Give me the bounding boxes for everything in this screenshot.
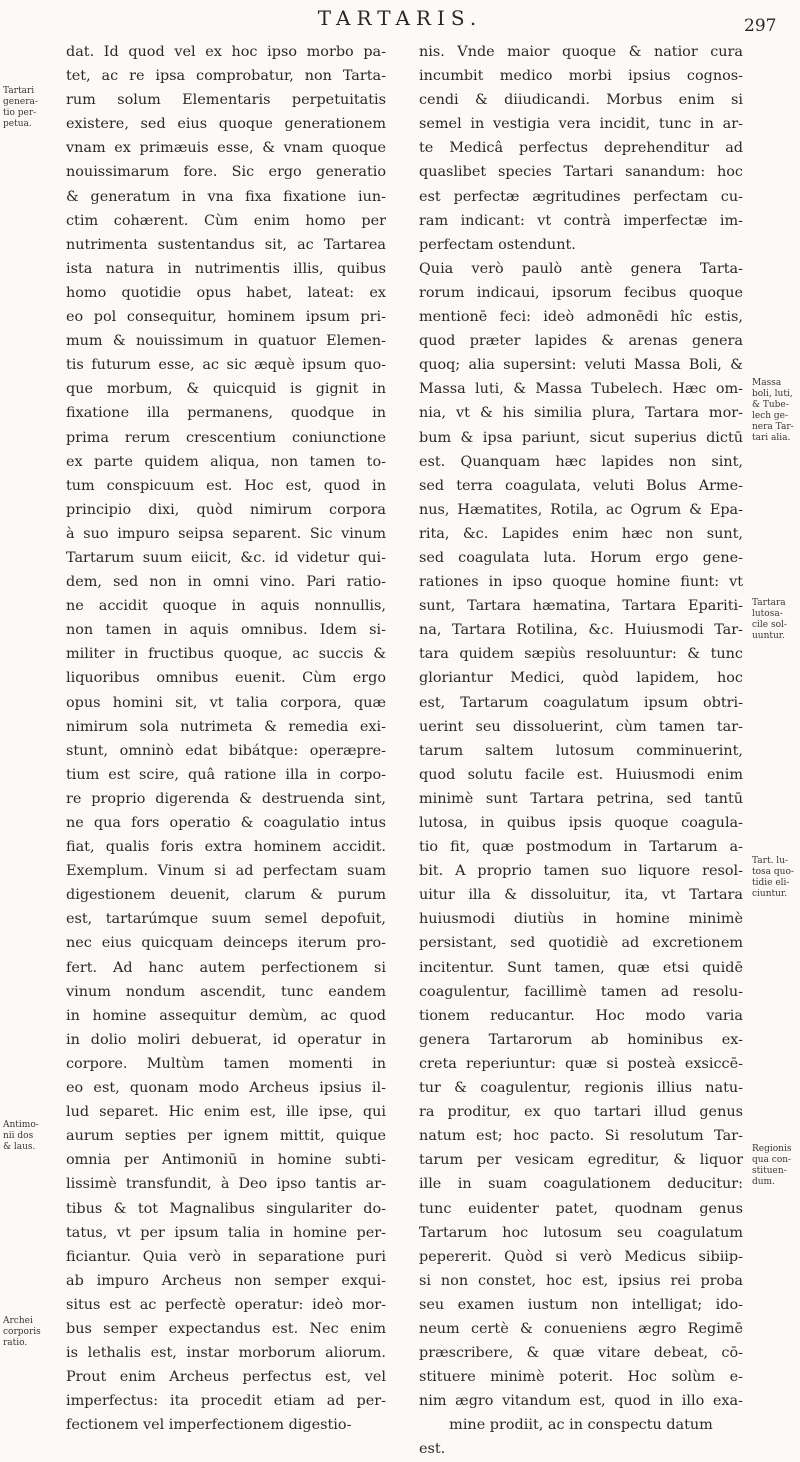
text-line: tunc euidenter patet, quodnam genus [419,1200,743,1217]
text-line: quoq; alia supersint: veluti Massa Boli, & [419,357,743,374]
text-line: stituere minimè poterit. Hoc solùm e- [419,1369,743,1386]
text-line: mum & nouissimum in quatuor Elemen- [66,333,386,350]
text-line: ista natura in nutrimentis illis, quibus [66,260,386,277]
text-line: seu examen iustum non intelligat; ido- [419,1296,743,1313]
margin-note-left-3: Archei corporis ratio. [3,1316,41,1348]
text-line: est. [419,1441,446,1458]
text-line: dem, sed non in omni vino. Pari ratio- [66,574,386,591]
text-line: ab impuro Archeus non semper exqui- [66,1272,386,1289]
text-line: que morbum, & quicquid is gignit in [66,381,386,398]
text-line: digestionem deuenit, clarum & purum [66,887,386,904]
text-line: dat. Id quod vel ex hoc ipso morbo pa- [66,44,386,60]
text-line: quaslibet species Tartari sanandum: hoc [419,164,743,181]
text-line: eo pol consequitur, hominem ipsum pri- [66,309,386,326]
text-line: quod solutu facile est. Huiusmodi enim [419,766,743,783]
text-line: aurum septies per ignem mittit, quique [66,1128,386,1145]
text-line: huiusmodi diutiùs in homine minimè [419,911,743,928]
text-line: minimè sunt Tartara petrina, sed tantū [419,790,743,807]
text-line: uerint seu dissoluerint, cùm tamen tar- [419,718,743,735]
text-line: tionem reducantur. Hoc modo varia [419,1007,743,1024]
text-line: nouissimarum fore. Sic ergo generatio [66,164,386,181]
text-line: sed terra coagulata, veluti Bolus Arme- [419,477,743,494]
text-line: imperfectus: ita procedit etiam ad per- [66,1393,386,1410]
text-line: perfectam ostendunt. [419,236,576,253]
text-line: in homine assequitur demùm, ac quod [66,1007,386,1024]
left-text-column [66,40,386,1437]
text-line: ficiantur. Quia verò in separatione puri [66,1248,386,1265]
text-line: Quia verò paulò antè genera Tarta- [419,260,743,277]
text-line: rum solum Elementaris perpetuitatis [66,92,386,109]
text-line: ex parte quidem aliqua, non tamen to- [66,453,386,470]
text-line: quod præter lapides & arenas genera [419,333,743,350]
text-line: præscribere, & quæ vitare debeat, cō- [419,1345,743,1362]
margin-note-right-4: Regionis qua con- stituen- dum. [752,1144,792,1187]
text-line: bus semper expectandus est. Nec enim [66,1320,386,1337]
text-line: non tamen in aquis omnibus. Idem si- [66,622,386,639]
text-line: na, Tartara Rotilina, &c. Huiusmodi Tar- [419,622,743,639]
text-line: in dolio moliri debuerat, id operatur in [66,1031,386,1048]
text-line: tium est scire, quâ ratione illa in corpo- [66,766,386,783]
text-line: est perfectæ ægritudines perfectam cu- [419,188,743,205]
text-line: genera Tartarorum ab hominibus ex- [419,1031,743,1048]
page-number: 297 [744,16,777,36]
text-line: mine prodiit, ac in conspectu datum [449,1417,713,1434]
text-line: fert. Ad hanc autem perfectionem si [66,959,386,976]
text-line: uitur illa & dissoluitur, ita, vt Tartara [419,887,743,904]
text-line: eo est, quonam modo Archeus ipsius il- [66,1080,386,1097]
text-line: opus homini sit, vt talia corpora, quæ [66,694,386,711]
text-line: est. Quanquam hæc lapides non sint, [419,453,743,470]
text-line: stunt, omninò edat bibátque: operæpre- [66,742,386,759]
margin-note-left-1: Tartari genera- tio per- petua. [3,86,38,129]
text-line: ram indicant: vt contrà imperfectæ im- [419,212,743,229]
text-line: situs est ac perfectè operatur: ideò mor- [66,1296,386,1313]
text-line: fectionem vel imperfectionem digestio- [66,1417,352,1434]
text-line: tara quidem sæpiùs resoluuntur: & tunc [419,646,743,663]
text-line: bit. A proprio tamen suo liquore resol- [419,863,743,880]
text-line: tarum per vesicam egreditur, & liquor [419,1152,743,1169]
text-line: tis futurum esse, ac sic æquè ipsum quo- [66,357,386,374]
text-line: prima rerum crescentium coniunctione [66,429,386,446]
text-line: cendi & diiudicandi. Morbus enim si [419,92,743,109]
text-line: homo quotidie opus habet, lateat: ex [66,284,386,301]
text-line: vinum nondum ascendit, tunc eandem [66,983,386,1000]
text-line: creta reperiuntur: quæ si posteà exsiccē- [419,1055,743,1072]
text-line: incitentur. Sunt tamen, quæ etsi quidē [419,959,743,976]
text-line: nus, Hæmatites, Rotila, ac Ogrum & Epa- [419,501,743,518]
text-line: corpore. Multùm tamen momenti in [66,1055,386,1072]
text-line: nim ægro vitandum est, quod in illo exa- [419,1393,743,1410]
text-line: lud separet. Hic enim est, ille ipse, qui [66,1104,386,1121]
text-line: ctim cohærent. Cùm enim homo per [66,212,386,229]
text-line: Tartarum suum eiicit, &c. id videtur qui- [66,549,386,566]
text-line: liquoribus omnibus euenit. Cùm ergo [66,670,386,687]
margin-note-right-2: Tartara lutosa- cile sol- uuntur. [752,598,787,641]
text-line: est, Tartarum coagulatum ipsum obtri- [419,694,743,711]
text-line: ne qua fors operatio & coagulatio intus [66,815,386,831]
text-line: neum certè & conueniens ægro Regimē [419,1320,743,1337]
text-line: rorum indicaui, ipsorum fecibus quoque [419,284,743,301]
text-line: vnam ex primæuis esse, & vnam quoque [66,140,386,157]
text-line: persistant, sed quotidiè ad excretionem [419,935,743,952]
text-line: tur & coagulentur, regionis illius natu- [419,1080,743,1097]
margin-note-left-2: Antimo- nii dos & laus. [3,1120,39,1152]
text-line: Massa luti, & Massa Tubelech. Hæc om- [419,381,743,398]
text-line: à suo impuro seipsa separent. Sic vinum [66,525,386,542]
margin-note-right-3: Tart. lu- tosa quo- tidie eli- ciuntur. [752,856,794,899]
text-line: mentionē feci: ideò admonēdi hîc estis, [419,309,743,326]
text-line: tarum saltem lutosum comminuerint, [419,742,743,759]
text-line: ille in suam coagulationem deducitur: [419,1176,743,1193]
text-line: omnia per Antimoniū in homine subti- [66,1152,386,1169]
text-line: militer in fructibus quoque, ac succis & [66,646,386,663]
text-line: existere, sed eius quoque generationem [66,116,386,133]
text-line: tet, ac re ipsa comprobatur, non Tarta- [66,68,386,85]
text-line: si non constet, hoc est, ipsius rei proba [419,1272,743,1289]
running-head: TARTARIS. [317,6,483,30]
text-line: rationes in ipso quoque homine fiunt: vt [419,574,743,591]
text-line: gloriantur Medici, quòd lapidem, hoc [419,670,743,687]
text-line: principio dixi, quòd nimirum corpora [66,501,386,518]
text-line: incumbit medico morbi ipsius cognos- [419,68,743,85]
text-line: ra proditur, ex quo tartari illud genus [419,1104,743,1121]
text-line: & generatum in vna fixa fixatione iun- [66,188,386,205]
text-line: tibus & tot Magnalibus singulariter do- [66,1200,386,1217]
text-line: semel in vestigia vera incidit, tunc in ar- [419,116,743,133]
text-line: fiat, qualis foris extra hominem accidit. [66,839,386,856]
text-line: nec eius quicquam deinceps iterum pro- [66,935,386,952]
text-line: tio fit, quæ postmodum in Tartarum a- [419,839,743,856]
text-line: ne accidit quoque in aquis nonnullis, [66,598,386,615]
text-line: nis. Vnde maior quoque & natior cura [419,44,743,60]
text-line: nimirum sola nutrimeta & remedia exi- [66,718,386,735]
text-line: rita, &c. Lapides enim hæc non sunt, [419,525,743,542]
text-line: Tartarum hoc lutosum seu coagulatum [419,1224,743,1241]
text-line: te Medicâ perfectus deprehenditur ad [419,140,743,157]
text-line: sunt, Tartara hæmatina, Tartara Epariti- [419,598,743,615]
margin-note-right-1: Massa boli, luti, & Tube- lech ge- nera Tar- tari alia. [752,378,794,443]
text-line: natum est; hoc pacto. Si resolutum Tar- [419,1128,743,1145]
text-line: fixatione illa permanens, quodque in [66,405,386,422]
text-line: tatus, vt per ipsum talia in homine per- [66,1224,386,1241]
text-line: is lethalis est, instar morborum aliorum. [66,1345,386,1362]
text-line: bum & ipsa pariunt, sicut superius dictū [419,429,743,446]
text-line: lutosa, in quibus ipsis quoque coagula- [419,815,743,831]
text-line: nia, vt & his similia plura, Tartara mor- [419,405,743,422]
text-line: est, tartarúmque suum semel depofuit, [66,911,386,928]
right-text-column [419,40,743,1462]
text-line: Exemplum. Vinum si ad perfectam suam [66,863,386,880]
text-line: re proprio digerenda & destruenda sint, [66,790,386,807]
text-line: Prout enim Archeus perfectus est, vel [66,1369,386,1386]
text-line: lissimè transfundit, à Deo ipso tantis ar- [66,1176,386,1193]
text-line: nutrimenta sustentandus sit, ac Tartarea [66,236,386,253]
text-line: tum conspicuum est. Hoc est, quod in [66,477,386,494]
text-line: sed coagulata luta. Horum ergo gene- [419,549,743,566]
text-line: pepererit. Quòd si verò Medicus sibiip- [419,1248,743,1265]
text-line: coagulentur, facillimè tamen ad resolu- [419,983,743,1000]
